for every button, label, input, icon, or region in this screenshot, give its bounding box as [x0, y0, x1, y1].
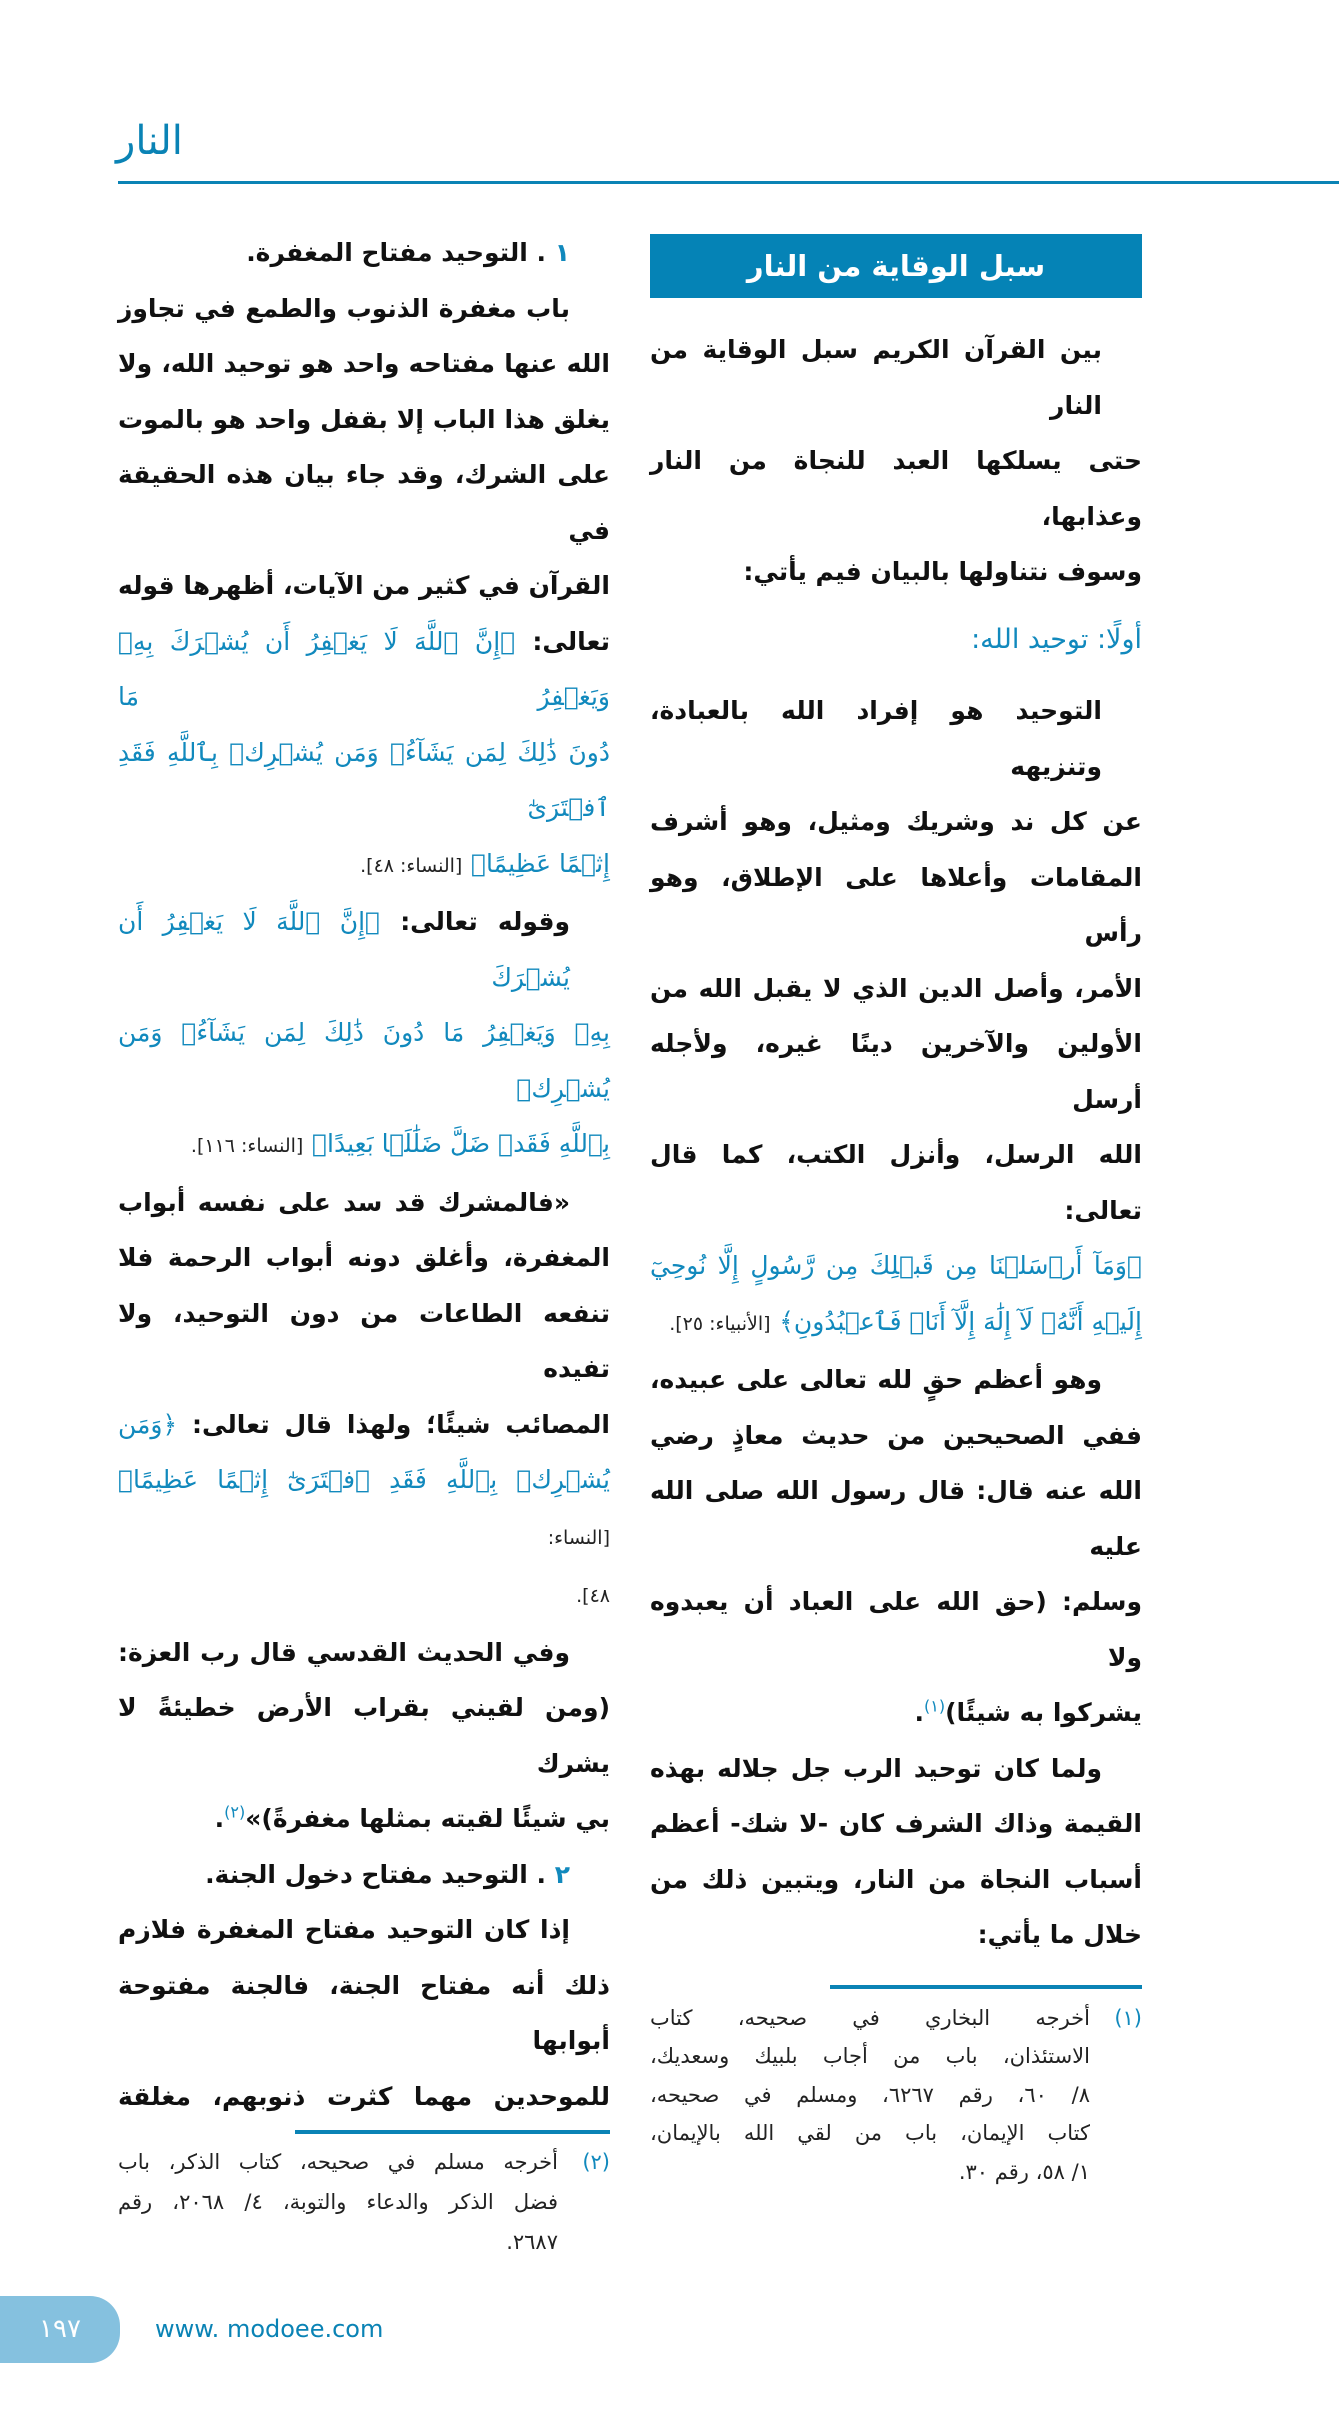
text-line: بين القرآن الكريم سبل الوقاية من النار — [650, 335, 1102, 420]
text-line: وسوف نتناولها بالبيان فيم يأتي: — [743, 557, 1142, 586]
section-heading — [650, 612, 1142, 668]
period: . — [914, 1698, 924, 1727]
text-line — [118, 894, 610, 1005]
quran-verse-text: ﴿إِنَّ ٱللَّهَ لَا يَغۡفِرُ أَن يُشۡرَكَ بِهِۦ وَيَغۡفِرُ مَا — [118, 626, 610, 711]
footnote-ref[interactable]: (٢) — [224, 1802, 246, 1822]
text-line: على الشرك، وقد جاء بيان هذه الحقيقة في — [118, 460, 610, 545]
text-line: عن كل ند وشريك ومثيل، وهو أشرف — [650, 807, 1142, 836]
text-line — [118, 1397, 610, 1453]
text-line: الله عنه قال: قال رسول الله صلى الله عليه — [650, 1476, 1142, 1561]
text-line: وهو أعظم حقٍ لله تعالى على عبيده، — [650, 1365, 1102, 1394]
verse-reference: [النساء: ١١٦]. — [190, 1135, 304, 1157]
text-line: المغفرة، وأغلق دونه أبواب الرحمة فلا — [118, 1243, 610, 1272]
subheading-number: ٢ — [554, 1859, 570, 1889]
subheading-1 — [118, 225, 610, 281]
section-title-box: سبل الوقاية من النار — [650, 234, 1142, 298]
text-line: تنفعه الطاعات من دون التوحيد، ولا تفيده — [118, 1298, 610, 1383]
text-line: القيمة وذاك الشرف كان -لا شك- أعظم — [650, 1809, 1142, 1838]
website-link[interactable]: www. modoee.com — [155, 2315, 384, 2343]
text-line: ذلك أنه مفتاح الجنة، فالجنة مفتوحة أبوابها — [118, 1970, 610, 2055]
footnote-divider — [295, 2130, 610, 2134]
text-line — [118, 614, 610, 725]
footnote-line: ٨/ ٦٠، رقم ٦٢٦٧، ومسلم في صحيحه، — [650, 2082, 1090, 2107]
text-line: الأولين والآخرين دينًا غيره، ولأجله أرسل — [650, 1029, 1142, 1114]
text-line: إذا كان التوحيد مفتاح المغفرة فلازم — [118, 1915, 570, 1944]
text-line: باب مغفرة الذنوب والطمع في تجاوز — [118, 293, 570, 323]
text-line — [118, 1566, 610, 1625]
text-line: الله عنها مفتاحه واحد هو توحيد الله، ولا — [118, 349, 610, 378]
quran-verse-line: ﴿وَمَآ أَرۡسَلۡنَا مِن قَبۡلِكَ مِن رَّسُولٍ إِلَّا نُوحِيٓ — [650, 1251, 1142, 1280]
text-line: التوحيد هو إفراد الله بالعبادة، وتنزيهه — [650, 696, 1102, 781]
verse-reference: [الأنبياء: ٢٥]. — [669, 1312, 771, 1335]
left-column — [118, 225, 610, 2262]
text-line: القرآن في كثير من الآيات، أظهرها قوله — [118, 571, 610, 600]
subheading-2 — [118, 1847, 610, 1903]
subheading-number: ١ — [554, 238, 570, 267]
quran-verse-text: إِلَيۡهِ أَنَّهُۥ لَآ إِلَٰهَ إِلَّآ أَنَا۠ فَٱعۡبُدُونِ﴾ — [779, 1306, 1142, 1336]
quran-verse-text: بِٱللَّهِ فَقَدۡ ضَلَّ ضَلَٰلَۢا بَعِيدًا﴾ — [312, 1129, 610, 1158]
footnote-ref[interactable]: (١) — [923, 1696, 946, 1716]
text-line: ففي الصحيحين من حديث معاذٍ رضي — [650, 1420, 1142, 1450]
quran-verse-line — [118, 836, 610, 895]
footnote-line: ٢٦٨٧. — [506, 2230, 558, 2254]
text-line: أسباب النجاة من النار، ويتبين ذلك من — [650, 1864, 1142, 1894]
text-lead: المصائب شيئًا؛ ولهذا قال تعالى: — [192, 1409, 610, 1439]
quran-verse-line — [650, 1294, 1142, 1353]
period: . — [214, 1804, 225, 1833]
quran-verse-line: بِهِۦ وَيَغۡفِرُ مَا دُونَ ذَٰلِكَ لِمَن يَشَآءُۚ وَمَن يُشۡرِكۡ — [118, 1018, 610, 1103]
running-header-title: النار — [116, 118, 183, 164]
footnote-line: أخرجه البخاري في صحيحه، كتاب — [650, 2005, 1090, 2030]
text-line: ولما كان توحيد الرب جل جلاله بهذه — [650, 1753, 1102, 1783]
page-footer — [0, 2296, 1339, 2363]
tawheed-body — [650, 683, 1142, 1963]
footnote-line: كتاب الإيمان، باب من لقي الله بالإيمان، — [650, 2121, 1090, 2145]
verse-reference: [النساء: — [547, 1526, 610, 1549]
hadith-line: (ومن لقيني بقراب الأرض خطيئةً لا يشرك — [118, 1693, 610, 1778]
hadith-text: يشركوا به شيئًا) — [945, 1698, 1142, 1727]
quran-verse-line — [118, 1452, 610, 1566]
text-line: يغلق هذا الباب إلا بقفل واحد هو بالموت — [118, 404, 610, 434]
right-column — [650, 225, 1142, 2191]
verse-reference: [النساء: ٤٨]. — [360, 854, 463, 877]
footnote-line: الاستئذان، باب من أجاب بلبيك وسعديك، — [650, 2044, 1090, 2068]
text-lead: تعالى: — [532, 626, 610, 656]
text-line: المقامات وأعلاها على الإطلاق، وهو رأس — [650, 862, 1142, 947]
left-body — [118, 225, 610, 2124]
page-number: ١٩٧ — [0, 2296, 120, 2363]
footnote-line: فضل الذكر والدعاء والتوبة، ٤/ ٢٠٦٨، رقم — [118, 2190, 558, 2214]
footnote-number: (٢) — [582, 2150, 610, 2174]
text-line: وفي الحديث القدسي قال رب العزة: — [118, 1637, 570, 1667]
hadith-line: وسلم: (حق الله على العباد أن يعبدوه ولا — [650, 1587, 1142, 1672]
quran-verse-text: إِثۡمًا عَظِيمًا﴾ — [471, 848, 610, 878]
footnote — [650, 1999, 1142, 2192]
footnote-number: (١) — [1114, 2005, 1142, 2030]
hadith-text: بي شيئًا لقيته بمثلها مغفرةً)» — [245, 1804, 610, 1833]
section-heading-text: أولًا: توحيد الله: — [971, 623, 1142, 655]
subheading-text: . التوحيد مفتاح دخول الجنة. — [205, 1859, 547, 1889]
hadith-line — [118, 1791, 610, 1847]
subheading-text: . التوحيد مفتاح المغفرة. — [246, 238, 547, 267]
footnote-line: ١/ ٥٨، رقم ٣٠. — [958, 2159, 1090, 2184]
text-line: حتى يسلكها العبد للنجاة من النار وعذابها، — [650, 446, 1142, 531]
footnote-line: أخرجه مسلم في صحيحه، كتاب الذكر، باب — [118, 2150, 558, 2174]
quran-verse-text: ﴿وَمَن — [118, 1409, 178, 1439]
text-line: خلال ما يأتي: — [977, 1920, 1142, 1949]
text-line: الله الرسل، وأنزل الكتب، كما قال تعالى: — [650, 1140, 1142, 1225]
text-lead: وقوله تعالى: — [400, 907, 570, 936]
footnote-divider — [830, 1985, 1142, 1989]
text-line: للموحدين مهما كثرت ذنوبهم، مغلقة — [118, 2081, 610, 2111]
quran-verse-line: دُونَ ذَٰلِكَ لِمَن يَشَآءُۚ وَمَن يُشۡرِكۡ بِٱللَّهِ فَقَدِ ٱفۡتَرَىٰٓ — [118, 737, 610, 822]
quran-verse-text: ﴿إِنَّ ٱللَّهَ لَا يَغۡفِرُ أَن يُشۡرَكَ — [118, 907, 570, 992]
hadith-line — [650, 1685, 1142, 1741]
intro-paragraph — [650, 322, 1142, 600]
quran-verse-line — [118, 1116, 610, 1175]
text-line: «فالمشرك قد سد على نفسه أبواب — [118, 1187, 570, 1217]
verse-reference-end: ٤٨]. — [576, 1585, 610, 1607]
quran-verse-text: يُشۡرِكۡ بِٱللَّهِ فَقَدِ ٱفۡتَرَىٰٓ إِثۡمًا عَظِيمًا﴾ — [118, 1465, 610, 1494]
footnote — [118, 2142, 610, 2262]
text-line: الأمر، وأصل الدين الذي لا يقبل الله من — [650, 973, 1142, 1003]
